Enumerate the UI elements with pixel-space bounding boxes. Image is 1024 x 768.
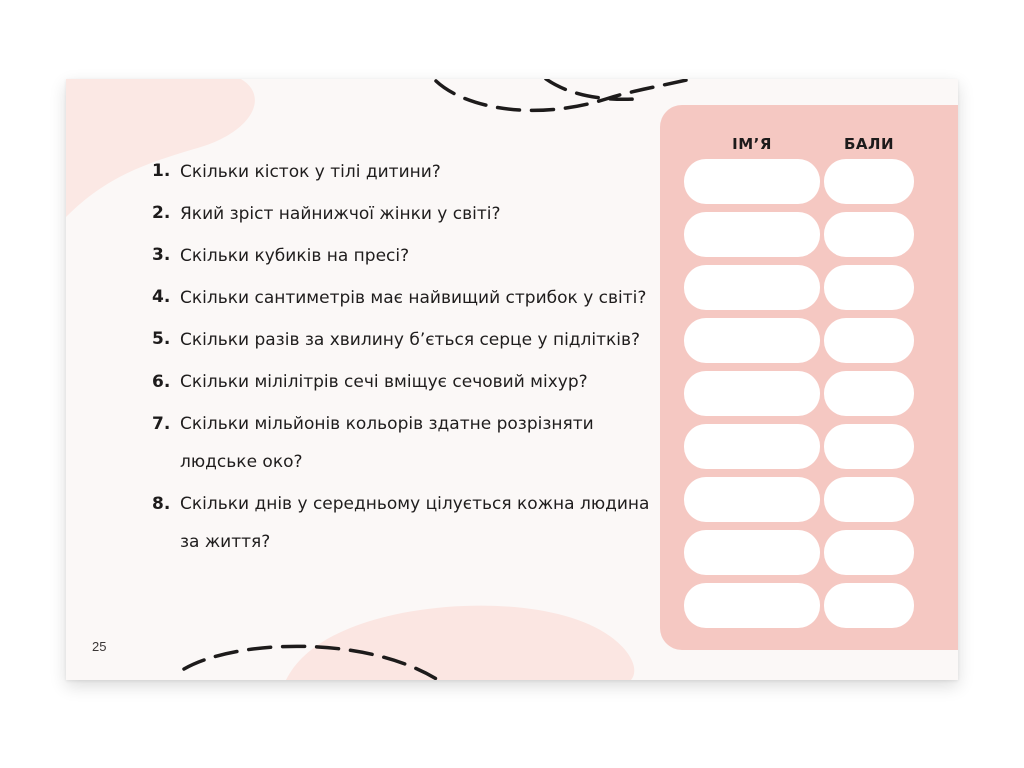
pink-blob-bottom: [286, 606, 634, 680]
score-cell[interactable]: [824, 424, 914, 469]
question-item: [152, 410, 652, 482]
score-table-row: [684, 530, 914, 575]
question-number: 6.: [152, 371, 171, 392]
score-table-row: [684, 159, 914, 204]
question-number: 8.: [152, 493, 171, 514]
score-table-row: [684, 318, 914, 363]
question-text: Скільки мільйонів кольорів здатне розрізняти людське око?: [180, 414, 594, 473]
name-cell[interactable]: [684, 477, 820, 522]
score-column-header: БАЛИ: [843, 135, 895, 153]
score-cell[interactable]: [824, 159, 914, 204]
score-table-row: [684, 583, 914, 628]
score-cell[interactable]: [824, 265, 914, 310]
question-item: [152, 199, 652, 233]
score-cell[interactable]: [824, 530, 914, 575]
score-cell[interactable]: [824, 212, 914, 257]
question-text: Скільки разів за хвилину б’ється серце у підлітків?: [180, 330, 641, 351]
score-table-row: [684, 265, 914, 310]
score-table-row: [684, 212, 914, 257]
question-number: 1.: [152, 161, 171, 181]
question-number: 2.: [152, 203, 171, 224]
question-text: Скільки мілілітрів сечі вміщує сечовий міхур?: [180, 372, 588, 393]
score-table-rows: [684, 159, 914, 636]
question-text: Скільки кісток у тілі дитини?: [180, 161, 441, 182]
question-item: [152, 325, 652, 359]
question-number: 3.: [152, 245, 171, 266]
name-cell[interactable]: [684, 265, 820, 310]
question-number: 5.: [152, 329, 171, 350]
score-table-row: [684, 424, 914, 469]
dashed-arc-top: [436, 79, 691, 110]
question-text: Скільки кубиків на пресі?: [180, 245, 410, 266]
name-cell[interactable]: [684, 318, 820, 363]
question-text: Скільки днів у середньому цілується кожна людина за життя?: [180, 494, 650, 553]
question-text: Скільки сантиметрів має найвищий стрибок у світі?: [180, 287, 647, 308]
question-item: [152, 490, 652, 562]
name-cell[interactable]: [684, 159, 820, 204]
name-cell[interactable]: [684, 212, 820, 257]
score-cell[interactable]: [824, 583, 914, 628]
question-text: Який зріст найнижчої жінки у світі?: [180, 203, 501, 224]
page-number: 25: [92, 639, 107, 654]
question-item: [152, 157, 652, 191]
name-cell[interactable]: [684, 530, 820, 575]
name-cell[interactable]: [684, 371, 820, 416]
dashed-arc-top-small: [546, 79, 636, 99]
name-cell[interactable]: [684, 424, 820, 469]
question-number: 7.: [152, 413, 171, 434]
name-column-header: ІМ’Я: [732, 135, 772, 153]
name-cell[interactable]: [684, 583, 820, 628]
score-table-row: [684, 477, 914, 522]
question-item: [152, 368, 652, 402]
question-number: 4.: [152, 287, 171, 308]
workbook-page: [66, 79, 958, 680]
question-item: [152, 241, 652, 275]
score-cell[interactable]: [824, 318, 914, 363]
question-list: [152, 157, 652, 570]
score-table-row: [684, 371, 914, 416]
score-cell[interactable]: [824, 371, 914, 416]
score-cell[interactable]: [824, 477, 914, 522]
score-table-panel: [660, 105, 958, 650]
question-item: [152, 283, 652, 317]
